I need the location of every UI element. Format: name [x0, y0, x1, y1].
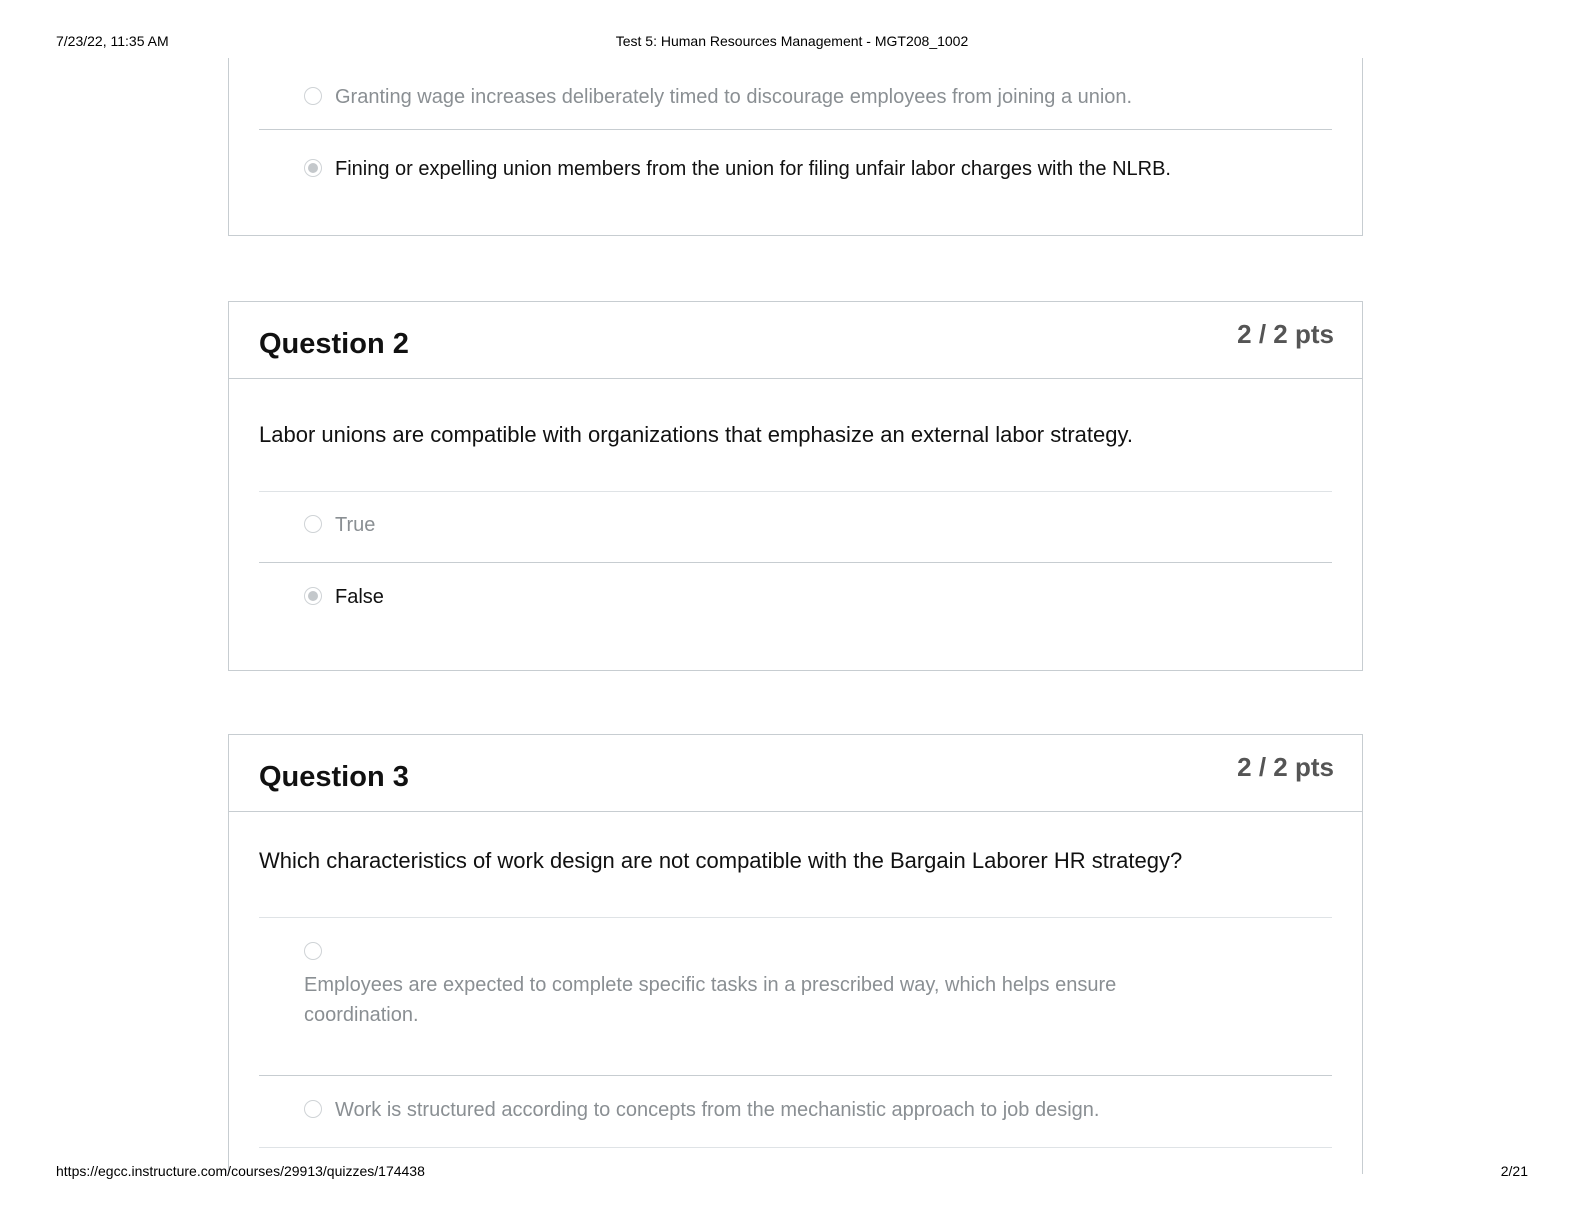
answer-option[interactable]: [304, 940, 1332, 1030]
radio-button-selected-icon[interactable]: [304, 587, 322, 605]
question-1-card: [228, 58, 1363, 236]
answer-option[interactable]: [304, 85, 1332, 109]
radio-button-selected-icon[interactable]: [304, 159, 322, 177]
radio-button-icon[interactable]: [304, 1100, 322, 1118]
answer-option-true[interactable]: [304, 513, 1332, 537]
answer-label: Fining or expelling union members from the union for filing unfair labor charges with the NLRB.: [335, 158, 1171, 180]
radio-button-icon[interactable]: [304, 942, 322, 960]
answer-divider: [259, 1147, 1332, 1148]
question-title: Question 2: [259, 328, 409, 360]
answer-label: Employees are expected to complete specific tasks in a prescribed way, which helps ensure coordination.: [304, 974, 1117, 1026]
question-points: 2 / 2 pts: [1237, 752, 1334, 782]
answer-option[interactable]: [304, 1098, 1332, 1122]
question-text: Labor unions are compatible with organizations that emphasize an external labor strategy.: [259, 422, 1133, 447]
question-text: Which characteristics of work design are not compatible with the Bargain Laborer HR strategy?: [259, 848, 1183, 873]
question-header: [229, 302, 1362, 379]
answer-divider: [259, 562, 1332, 563]
answer-label: False: [335, 586, 384, 608]
answer-label: Granting wage increases deliberately timed to discourage employees from joining a union.: [335, 86, 1133, 108]
radio-button-icon[interactable]: [304, 515, 322, 533]
print-page-title: Test 5: Human Resources Management - MGT208_1002: [615, 33, 969, 49]
answer-divider: [259, 1075, 1332, 1076]
question-title: Question 3: [259, 761, 409, 793]
question-2-card: [228, 301, 1363, 671]
question-divider: [259, 917, 1332, 918]
question-points: 2 / 2 pts: [1237, 319, 1334, 349]
question-3-card: [228, 734, 1363, 1174]
print-page-number: 2/21: [1500, 1163, 1528, 1179]
radio-button-icon[interactable]: [304, 87, 322, 105]
question-header: [229, 735, 1362, 812]
answer-divider: [259, 129, 1332, 130]
answer-option-false-selected[interactable]: [304, 585, 1332, 609]
print-datetime: 7/23/22, 11:35 AM: [56, 33, 169, 49]
answer-option-selected[interactable]: [304, 157, 1332, 181]
print-page-url: https://egcc.instructure.com/courses/29913/quizzes/174438: [56, 1163, 425, 1179]
answer-label: True: [335, 514, 376, 536]
question-divider: [259, 491, 1332, 492]
answer-label: Work is structured according to concepts from the mechanistic approach to job design.: [335, 1099, 1100, 1121]
